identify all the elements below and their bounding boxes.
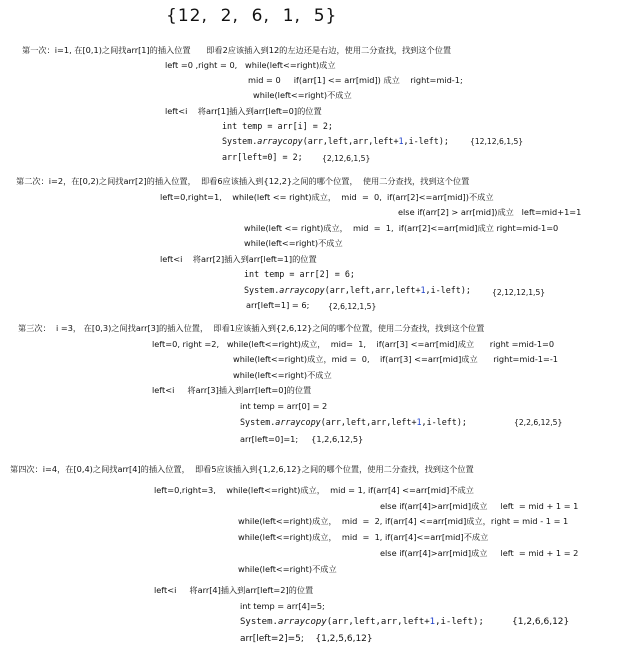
code-token: System. <box>244 285 280 295</box>
step3-line: left<i 将arr[3]插入到arr[left=0]的位置 <box>152 385 312 395</box>
code-number: 1 <box>416 417 422 427</box>
step1-heading: 第一次：i=1, 在[0,1)之间找arr[1]的插入位置 即看2应该插入到12的左边还是右边，使用二分查找，找到这个位置 <box>22 45 452 55</box>
code-number: 1 <box>429 617 436 627</box>
step4-line: else if(arr[4]>arr[mid]成立 left = mid + 1 = 2 <box>380 548 579 558</box>
step4-code <box>240 617 484 628</box>
step4-code: arr[left=2]=5; {1,2,5,6,12} <box>240 634 373 644</box>
step1-line: mid = 0 if(arr[1] <= arr[mid]) 成立 right=mid-1; <box>248 75 463 85</box>
step4-line: while(left<=right)不成立 <box>238 564 337 574</box>
step1-line: left<i 将arr[1]插入到arr[left=0]的位置 <box>165 106 322 116</box>
code-token: (arr,left,arr,left+ <box>302 136 399 146</box>
step3-code <box>240 417 467 428</box>
step1-code: int temp = arr[i] = 2; <box>222 121 333 131</box>
step2-line: while(left<=right)不成立 <box>244 238 343 248</box>
code-number: 1 <box>398 136 404 146</box>
code-method: arraycopy <box>257 136 303 146</box>
step4-code: int temp = arr[4]=5; <box>240 601 325 611</box>
code-method: arraycopy <box>279 285 325 295</box>
step4-line: while(left<=right)成立， mid = 1, if(arr[4]<=arr[mid]不成立 <box>238 532 489 542</box>
code-token: System. <box>240 617 278 627</box>
code-token: System. <box>240 417 276 427</box>
step2-line: left<i 将arr[2]插入到arr[left=1]的位置 <box>160 254 317 264</box>
step3-line: while(left<=right)不成立 <box>233 370 332 380</box>
code-token: (arr,left,arr,left+ <box>324 285 421 295</box>
step2-line: else if(arr[2] > arr[mid])成立 left=mid+1=1 <box>398 207 582 217</box>
code-token: ,i-left); <box>421 417 467 427</box>
code-number: 1 <box>420 285 426 295</box>
step3-code: int temp = arr[0] = 2 <box>240 401 328 411</box>
step1-result: {2,12,6,1,5} <box>322 154 371 163</box>
step3-heading: 第三次： i =3， 在[0,3)之间找arr[3]的插入位置， 即看1应该插入到{2,6,12}之间的哪个位置，使用二分查找，找到这个位置 <box>18 323 485 333</box>
array-title: {12, 2, 6, 1, 5} <box>166 6 338 26</box>
step3-line: while(left<=right)成立，mid = 0, if(arr[3] <=arr[mid]成立 right=mid-1=-1 <box>233 354 559 364</box>
step4-line: else if(arr[4]>arr[mid]成立 left = mid + 1 = 1 <box>380 501 579 511</box>
step4-line: left=0,right=3, while(left<=right)成立， mid = 1, if(arr[4] <=arr[mid]不成立 <box>154 485 474 495</box>
code-token: (arr,left,arr,left+ <box>326 617 430 627</box>
step1-line: left =0 ,right = 0, while(left<=right)成立 <box>165 60 336 70</box>
step3-line: left=0, right =2, while(left<=right)成立， mid= 1, if(arr[3] <=arr[mid]成立 right =mid-1=0 <box>152 339 555 349</box>
code-token: ,i-left); <box>425 285 471 295</box>
step4-line: left<i 将arr[4]插入到arr[left=2]的位置 <box>154 585 314 595</box>
code-token: ,i-left); <box>403 136 449 146</box>
code-token: System. <box>222 136 258 146</box>
step2-line: left=0,right=1, while(left <= right)成立， mid = 0, if(arr[2]<=arr[mid])不成立 <box>160 192 494 202</box>
step2-code <box>244 285 471 296</box>
step1-code: arr[left=0] = 2; <box>222 152 303 162</box>
step3-result: {2,2,6,12,5} <box>514 418 563 427</box>
code-method: arraycopy <box>275 417 321 427</box>
step1-code <box>222 136 449 147</box>
step1-line: while(left<=right)不成立 <box>253 90 352 100</box>
step2-code: arr[left=1] = 6; <box>246 300 310 310</box>
step4-line: while(left<=right)成立， mid = 2, if(arr[4] <=arr[mid]成立，right = mid - 1 = 1 <box>238 516 569 526</box>
step1-result: {12,12,6,1,5} <box>470 137 524 146</box>
code-token: (arr,left,arr,left+ <box>320 417 417 427</box>
step3-code: arr[left=0]=1; {1,2,6,12,5} <box>240 434 364 444</box>
step2-heading: 第二次：i=2，在[0,2)之间找arr[2]的插入位置， 即看6应该插入到{12,2}之间的哪个位置， 使用二分查找，找到这个位置 <box>16 176 470 186</box>
step4-result: {1,2,6,6,12} <box>512 617 570 627</box>
step2-result: {2,6,12,1,5} <box>328 302 377 311</box>
code-method: arraycopy <box>277 617 327 627</box>
step2-line: while(left <= right)成立， mid = 1, if(arr[2]<=arr[mid]成立 right=mid-1=0 <box>244 223 559 233</box>
code-token: ,i-left); <box>435 617 484 627</box>
step2-code: int temp = arr[2] = 6; <box>244 269 355 279</box>
step4-heading: 第四次：i=4，在[0,4)之间找arr[4]的插入位置， 即看5应该插入到{1,2,6,12}之间的哪个位置，使用二分查找，找到这个位置 <box>10 464 474 474</box>
step2-result: {2,12,12,1,5} <box>492 288 546 297</box>
